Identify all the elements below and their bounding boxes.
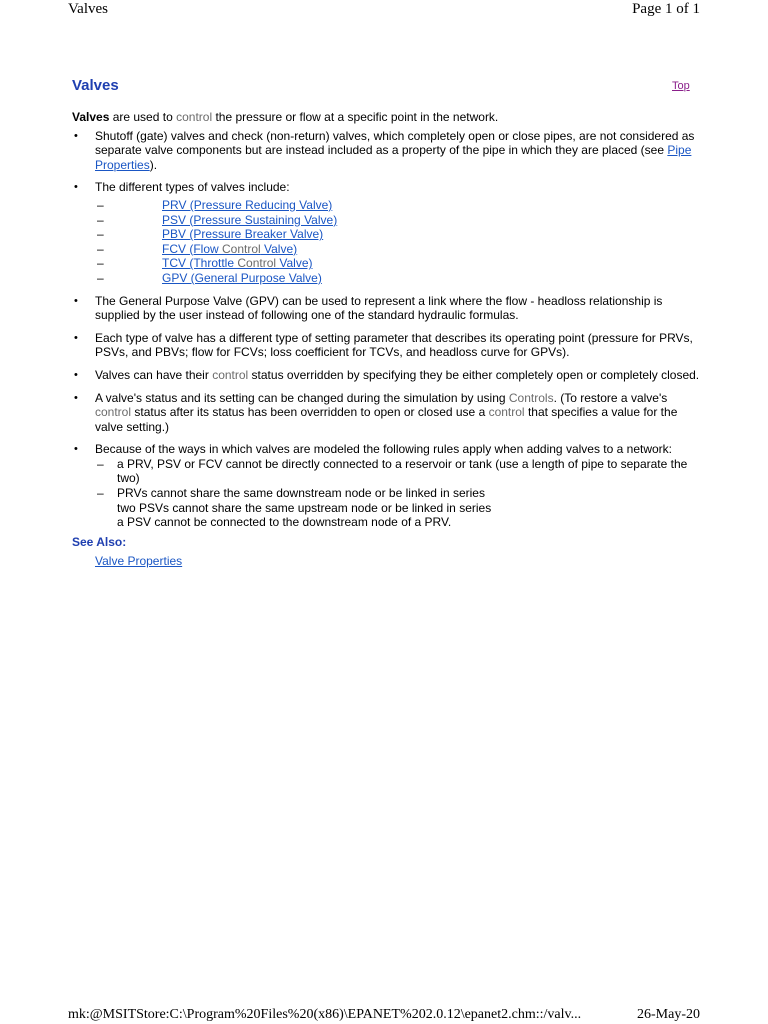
controls-term: Controls <box>508 390 554 405</box>
valve-types-list <box>95 198 700 286</box>
intro-text-2: the pressure or flow at a specific point in the network. <box>212 110 499 124</box>
bullet-list <box>72 129 700 530</box>
bullet-text: status after its status has been overridden to open or closed use a <box>131 405 489 420</box>
control-term: control <box>488 405 525 420</box>
rule-item: a PSV cannot be connected to the downstream node of a PRV. <box>117 515 452 530</box>
bullet-gpv: • The General Purpose Valve (GPV) can be used to represent a link where the flow - headloss relationship is supplied by the user instead of following one of the standard hydraulic formulas. <box>72 294 700 323</box>
top-link[interactable]: Top <box>672 80 690 92</box>
valve-properties-link[interactable]: Valve Properties <box>95 553 183 568</box>
fcv-link[interactable] <box>162 242 297 256</box>
intro-bold: Valves <box>72 110 110 124</box>
control-term: control <box>212 367 249 382</box>
intro-text-1: are used to <box>109 110 177 124</box>
rules-list <box>95 457 700 530</box>
valve-type-item <box>95 227 700 242</box>
psv-link[interactable]: PSV (Pressure Sustaining Valve) <box>162 212 338 227</box>
valve-type-item <box>95 198 700 213</box>
fcv-link-text: Valve) <box>260 241 298 256</box>
intro-control-term: control <box>176 110 213 124</box>
see-also-heading: See Also: <box>72 534 127 549</box>
valve-type-item <box>95 271 700 286</box>
bullet-valve-types <box>72 180 700 285</box>
bullet-setting-parameter: • Each type of valve has a different type of setting parameter that describes its operating point (pressure for PRVs, PSVs, and PBVs; flow for FCVs; loss coefficient for TCVs, and headloss curve for GPVs). <box>72 331 700 360</box>
bullet-text: Valves can have their <box>95 367 213 382</box>
bullet-text: Shutoff (gate) valves and check (non-return) valves, which completely open or close pipes, are not considered as separate valve components but are instead included as a property of the pipe in which they are placed (see <box>95 128 695 158</box>
valve-type-item <box>95 213 700 228</box>
valve-type-item <box>95 256 700 271</box>
bullet-text: . (To restore a valve's <box>553 390 668 405</box>
valve-type-item <box>95 242 700 257</box>
see-also-item <box>95 553 700 569</box>
bullet-text: Because of the ways in which valves are modeled the following rules apply when adding valves to a network: <box>95 442 672 457</box>
control-term: control <box>95 405 132 420</box>
rule-item: – a PRV, PSV or FCV cannot be directly connected to a reservoir or tank (use a length of pipe to separate the two) <box>95 457 700 486</box>
intro-paragraph <box>72 110 700 125</box>
footer-date: 26-May-20 <box>637 1007 700 1022</box>
bullet-text: A valve's status and its setting can be changed during the simulation by using <box>95 390 509 405</box>
page-number: Page 1 of 1 <box>632 1 700 17</box>
footer-path: mk:@MSITStore:C:\Program%20Files%20(x86)\EPANET%202.0.12\epanet2.chm::/valv... <box>68 1007 582 1022</box>
header-title: Valves <box>68 1 108 17</box>
tcv-link[interactable] <box>162 256 313 270</box>
tcv-control-term: Control <box>234 256 280 271</box>
rule-item: – PRVs cannot share the same downstream node or be linked in series <box>95 486 700 501</box>
rule-item: two PSVs cannot share the same upstream node or be linked in series <box>117 500 492 515</box>
pipe-properties-link[interactable]: Pipe Properties <box>95 143 692 172</box>
bullet-shutoff-valves <box>72 129 700 173</box>
content-body <box>72 110 700 569</box>
bullet-status-change <box>72 391 700 435</box>
bullet-control-override <box>72 368 700 383</box>
pbv-link[interactable]: PBV (Pressure Breaker Valve) <box>162 227 324 242</box>
bullet-text: status overridden by specifying they be either completely open or completely closed. <box>248 367 700 382</box>
tcv-link-text: TCV (Throttle <box>162 256 235 271</box>
gpv-link[interactable]: GPV (General Purpose Valve) <box>162 270 322 285</box>
fcv-control-term: Control <box>222 241 261 256</box>
bullet-text: that specifies a value for the valve setting.) <box>95 405 678 434</box>
section-title: Valves <box>72 77 119 94</box>
fcv-link-text: FCV (Flow <box>162 241 222 256</box>
bullet-text: ). <box>149 157 158 172</box>
bullet-text: The different types of valves include: <box>95 180 290 195</box>
bullet-modeling-rules <box>72 442 700 530</box>
tcv-link-text: Valve) <box>279 256 313 271</box>
prv-link[interactable]: PRV (Pressure Reducing Valve) <box>162 197 333 212</box>
